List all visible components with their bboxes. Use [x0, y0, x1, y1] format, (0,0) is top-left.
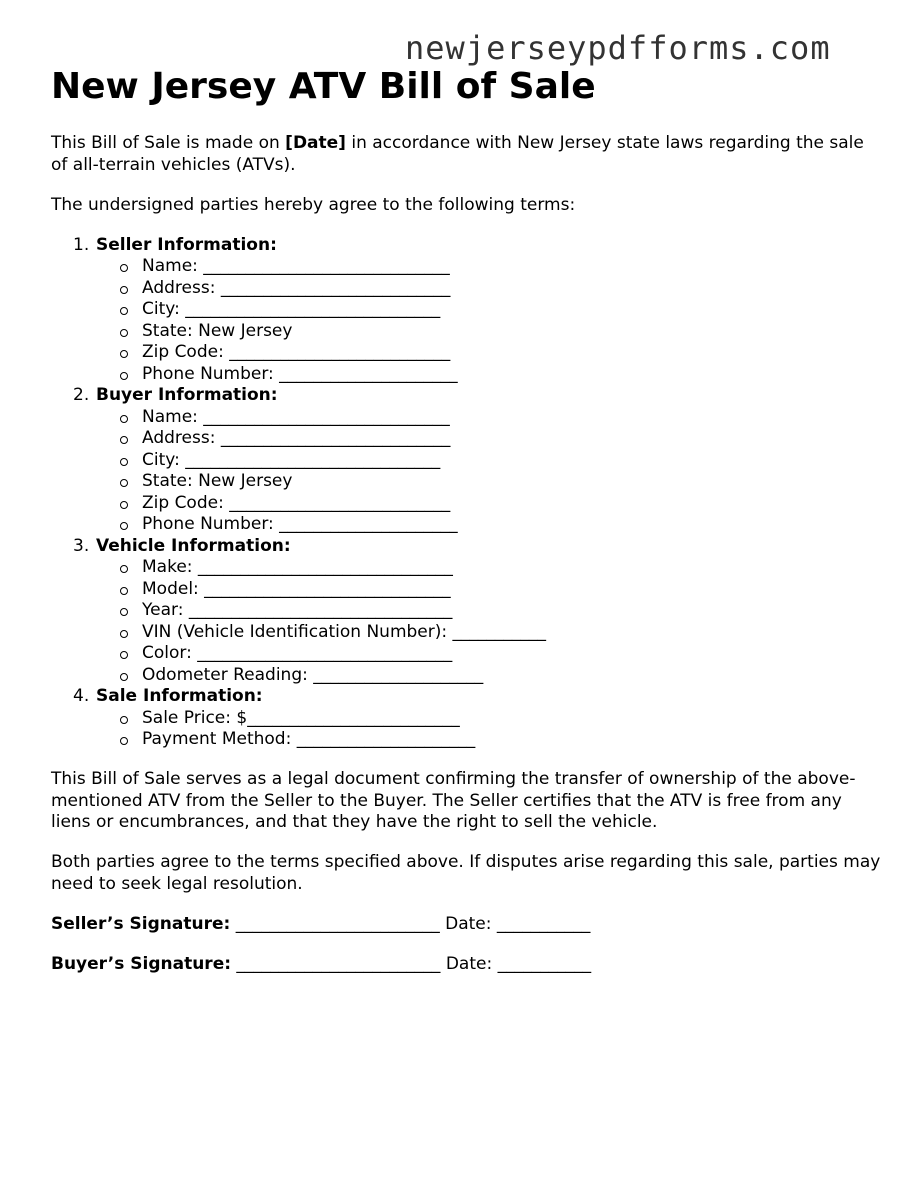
section-title: Vehicle Information:	[96, 535, 291, 556]
field-text: Odometer Reading: ____________________	[142, 664, 484, 685]
field-vehicle-year	[142, 600, 881, 622]
field-text: Zip Code: __________________________	[142, 342, 451, 362]
bullet-icon	[120, 415, 128, 423]
field-text: Model: _____________________________	[142, 578, 451, 599]
bullet-icon	[120, 630, 128, 638]
bullet-icon	[120, 307, 128, 315]
section-number: 3.	[73, 535, 90, 556]
intro-text-after: in accordance with New Jersey state laws regarding the sale of all-terrain vehicles (ATVs).	[51, 133, 864, 175]
section-title: Buyer Information:	[96, 385, 278, 405]
disputes-paragraph: Both parties agree to the terms specified above. If disputes arise regarding this sale, parties may need to seek legal resolution.	[51, 852, 881, 894]
bullet-icon	[120, 479, 128, 487]
field-text: Phone Number: _____________________	[142, 514, 458, 534]
date-placeholder: [Date]	[285, 133, 346, 153]
field-buyer-state	[142, 471, 881, 493]
field-text: Name: _____________________________	[142, 406, 450, 427]
field-buyer-phone	[142, 514, 881, 536]
field-text: Address: ___________________________	[142, 428, 451, 448]
field-text: Color: ______________________________	[142, 643, 453, 663]
field-vehicle-make	[142, 557, 881, 579]
field-text: City: ______________________________	[142, 449, 441, 470]
field-text: Address: ___________________________	[142, 277, 451, 298]
field-seller-name	[142, 256, 881, 278]
buyer-fields	[96, 407, 881, 536]
field-seller-zip	[142, 342, 881, 364]
vehicle-fields	[96, 557, 881, 686]
field-text: City: ______________________________	[142, 299, 441, 319]
bullet-icon	[120, 436, 128, 444]
buyer-signature-line	[51, 954, 881, 976]
terms-list	[51, 235, 881, 751]
bullet-icon	[120, 372, 128, 380]
bullet-icon	[120, 286, 128, 294]
field-buyer-city	[142, 450, 881, 472]
bullet-icon	[120, 501, 128, 509]
document-title: New Jersey ATV Bill of Sale	[51, 66, 596, 107]
seller-fields	[96, 256, 881, 385]
field-text: Make: ______________________________	[142, 557, 453, 577]
document-body	[51, 133, 881, 994]
sale-fields	[96, 708, 881, 751]
field-sale-price	[142, 708, 881, 730]
field-seller-city	[142, 299, 881, 321]
field-text: VIN (Vehicle Identification Number): ___________	[142, 621, 547, 642]
field-seller-phone	[142, 364, 881, 386]
intro-text-before: This Bill of Sale is made on	[51, 133, 286, 153]
bullet-icon	[120, 350, 128, 358]
field-text: Payment Method: _____________________	[142, 729, 476, 749]
watermark-site-name: newjerseypdfforms.com	[405, 29, 831, 67]
agreement-statement: The undersigned parties hereby agree to the following terms:	[51, 194, 576, 215]
seller-signature-label: Seller’s Signature:	[51, 913, 231, 934]
field-seller-address	[142, 278, 881, 300]
field-text: Phone Number: _____________________	[142, 363, 458, 384]
buyer-signature-blank: ________________________ Date: ___________	[231, 953, 592, 974]
section-sale-information	[73, 686, 881, 751]
field-buyer-zip	[142, 493, 881, 515]
field-buyer-name	[142, 407, 881, 429]
section-vehicle-information	[73, 535, 881, 687]
seller-signature-blank: ________________________ Date: ___________	[230, 913, 591, 934]
bullet-icon	[120, 565, 128, 573]
field-text: State: New Jersey	[142, 471, 293, 491]
field-buyer-address	[142, 428, 881, 450]
bullet-icon	[120, 716, 128, 724]
section-seller-information	[73, 234, 881, 386]
bullet-icon	[120, 587, 128, 595]
bullet-icon	[120, 608, 128, 616]
field-text: Sale Price: $_________________________	[142, 707, 460, 728]
section-number: 1.	[73, 234, 90, 255]
bullet-icon	[120, 264, 128, 272]
seller-signature-line	[51, 914, 881, 936]
field-text: Zip Code: __________________________	[142, 492, 451, 513]
bullet-icon	[120, 329, 128, 337]
field-vehicle-color	[142, 643, 881, 665]
section-title: Seller Information:	[96, 234, 277, 255]
field-seller-state	[142, 321, 881, 343]
bullet-icon	[120, 737, 128, 745]
field-text: Year: _______________________________	[142, 600, 453, 620]
field-payment-method	[142, 729, 881, 751]
bullet-icon	[120, 458, 128, 466]
section-number: 2.	[73, 385, 90, 405]
field-text: State: New Jersey	[142, 320, 293, 341]
bullet-icon	[120, 522, 128, 530]
field-vehicle-model	[142, 579, 881, 601]
bullet-icon	[120, 651, 128, 659]
field-vehicle-vin	[142, 622, 881, 644]
buyer-signature-label: Buyer’s Signature:	[51, 953, 232, 974]
section-title: Sale Information:	[96, 686, 263, 706]
field-text: Name: _____________________________	[142, 256, 450, 276]
bullet-icon	[120, 673, 128, 681]
intro-paragraph	[51, 133, 881, 176]
section-buyer-information	[73, 385, 881, 536]
legal-paragraph: This Bill of Sale serves as a legal document confirming the transfer of ownership of the above-mentioned ATV from the Seller to the Buyer. The Seller certifies that the ATV is free from any liens or encumbrances, and that they have the right to sell the vehicle.	[51, 769, 856, 832]
section-number: 4.	[73, 686, 90, 706]
field-vehicle-odometer	[142, 665, 881, 687]
